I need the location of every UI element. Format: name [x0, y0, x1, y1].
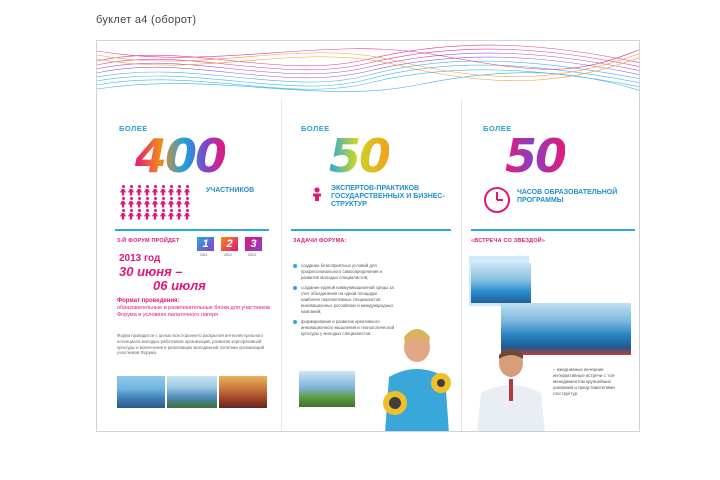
experts-label: ЭКСПЕРТОВ-ПРАКТИКОВ ГОСУДАРСТВЕННЫХ И БИЗНЕС-СТРУКТУР [331, 185, 445, 209]
hours-label: ЧАСОВ ОБРАЗОВАТЕЛЬНОЙ ПРОГРАММЫ [517, 189, 618, 205]
forum-photo-4 [299, 371, 355, 407]
clock-icon [483, 186, 511, 214]
speaker-photo-guest [475, 337, 549, 432]
section-rule [115, 229, 269, 231]
forum-photo-1 [117, 376, 165, 408]
experts-number: 50 [329, 129, 390, 183]
forum-logo-year: 2013 [248, 253, 256, 257]
forum-logo-1: 1 [197, 237, 214, 251]
section-rule [471, 229, 635, 231]
forum-logo-2: 2 [221, 237, 238, 251]
star-meeting-head: «ВСТРЕЧА СО ЗВЕЗДОЙ» [471, 238, 546, 244]
hours-number: 50 [505, 129, 566, 183]
people-crowd-icon [119, 185, 191, 220]
forum-logo-year: 2011 [200, 253, 208, 257]
format-text: образовательные и развлекательные блоки для участников Форума в условиях палаточного лагеря [117, 305, 270, 318]
speaker-photo-man [377, 317, 457, 432]
meeting-photo-1 [471, 263, 531, 303]
forum-year: 2013 год [119, 253, 161, 264]
star-meeting-caption: – ежедневные вечерние интерактивные встречи с топ-менеджментом крупнейших компаний и представителями госструктур. [553, 367, 616, 397]
column-program [461, 41, 640, 432]
task-item: формирование и развитие креативного инновационного мышления и технологической культуры у молодых специалистов. [293, 319, 397, 336]
task-item: создание единой коммуникационной среды за счет объединения на одной площадке наиболее перспективных специалистов инновационных российских и международных компаний; [293, 285, 397, 314]
format-head: Формат проведения: [117, 298, 180, 304]
more-label: БОЛЕЕ [301, 124, 330, 133]
tasks-head: ЗАДАЧИ ФОРУМА: [293, 238, 347, 244]
expert-speaker-icon [312, 187, 322, 201]
forum-logo-year: 2012 [224, 253, 232, 257]
more-label: БОЛЕЕ [119, 124, 148, 133]
more-label: БОЛЕЕ [483, 124, 512, 133]
page-caption: буклет а4 (оборот) [96, 14, 197, 26]
booklet-sheet [96, 40, 640, 432]
forum-photo-3 [219, 376, 267, 408]
column-experts [281, 41, 461, 432]
participants-label: УЧАСТНИКОВ [206, 187, 255, 194]
forum-logo-3: 3 [245, 237, 262, 251]
forum-head: 3-Й ФОРУМ ПРОЙДЕТ [117, 238, 180, 244]
participants-number: 400 [135, 129, 226, 183]
task-item: создание благоприятных условий для профессионального самоопределения и развития молодых специалистов; [293, 263, 397, 280]
forum-date-start: 30 июня – [119, 264, 183, 279]
forum-date-end: 06 июля [153, 278, 206, 293]
forum-description: Форум проводится с целью всестороннего раскрытия интеллектуального потенциала молодых работников организаций, развития корпоративной культуры и вовлечения в реализацию молодежной политики организаций участников Форума. [117, 333, 265, 356]
section-rule [291, 229, 451, 231]
column-participants [97, 41, 281, 432]
forum-photo-2 [167, 376, 217, 408]
